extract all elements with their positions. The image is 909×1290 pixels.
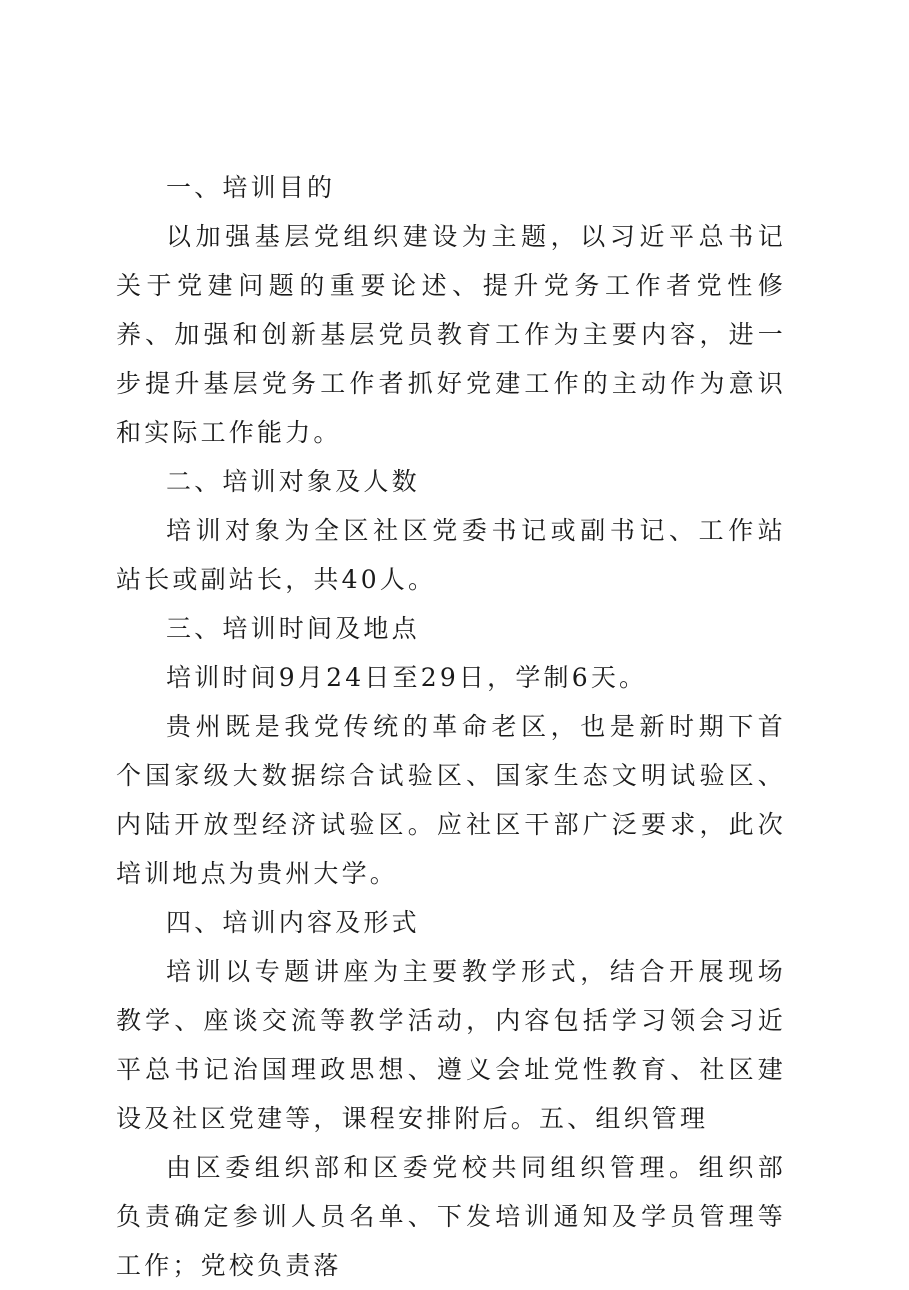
section-heading-content-form: 四、培训内容及形式: [166, 908, 420, 937]
paragraph-content-form: 培训以专题讲座为主要教学形式，结合开展现场教学、座谈交流等教学活动，内容包括学习领会习近平总书记治国理政思想、遵义会址党性教育、社区建设及社区党建等，课程安排附后。五、组织管理: [116, 957, 786, 1133]
paragraph-time: 培训时间9月24日至29日，学制6天。: [166, 663, 648, 692]
section-heading-purpose: 一、培训目的: [166, 173, 336, 202]
document-body: [116, 163, 786, 1290]
paragraph-participants: 培训对象为全区社区党委书记或副书记、工作站站长或副站长，共40人。: [116, 516, 786, 594]
paragraph-management: 由区委组织部和区委党校共同组织管理。组织部负责确定参训人员名单、下发培训通知及学员管理等工作；党校负责落: [116, 1153, 786, 1280]
paragraph-purpose: 以加强基层党组织建设为主题，以习近平总书记关于党建问题的重要论述、提升党务工作者党性修养、加强和创新基层党员教育工作为主要内容，进一步提升基层党务工作者抓好党建工作的主动作为意识和实际工作能力。: [116, 222, 786, 447]
paragraph-place: 贵州既是我党传统的革命老区，也是新时期下首个国家级大数据综合试验区、国家生态文明试验区、内陆开放型经济试验区。应社区干部广泛要求，此次培训地点为贵州大学。: [116, 712, 786, 888]
section-heading-time-place: 三、培训时间及地点: [166, 614, 420, 643]
section-heading-participants: 二、培训对象及人数: [166, 467, 420, 496]
